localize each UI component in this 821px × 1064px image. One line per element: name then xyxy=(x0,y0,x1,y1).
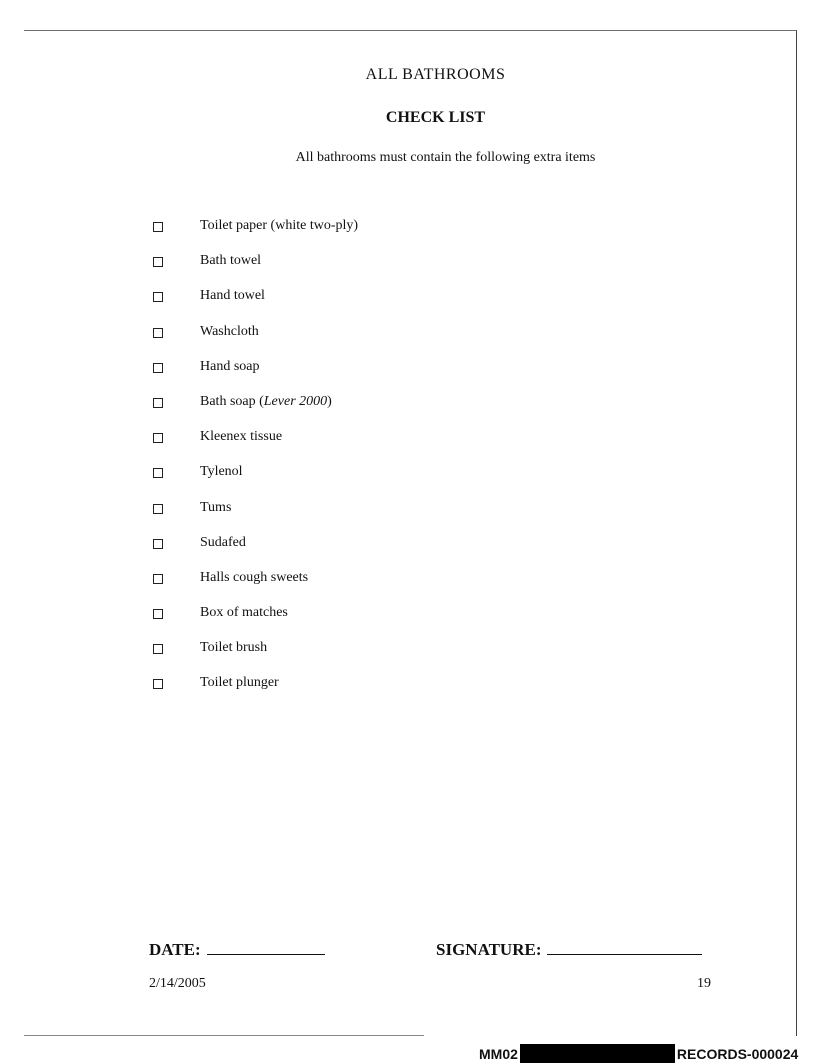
intro-text: All bathrooms must contain the following extra items xyxy=(295,150,596,165)
checkbox[interactable] xyxy=(153,292,163,302)
page-number: 19 xyxy=(697,976,711,991)
checklist-item xyxy=(153,674,358,709)
checklist-item xyxy=(153,569,358,604)
label-text: Bath soap ( xyxy=(200,393,264,409)
signature-field xyxy=(436,940,702,960)
checklist-item xyxy=(153,534,358,569)
checkbox[interactable] xyxy=(153,644,163,654)
checkbox[interactable] xyxy=(153,257,163,267)
checkbox[interactable] xyxy=(153,468,163,478)
redaction-bar xyxy=(520,1044,675,1063)
checklist-item xyxy=(153,428,358,463)
checklist-item xyxy=(153,463,358,498)
checkbox[interactable] xyxy=(153,328,163,338)
document-title: ALL BATHROOMS xyxy=(365,66,506,83)
date-blank-line[interactable] xyxy=(207,940,325,955)
checklist-item-label: Toilet plunger xyxy=(200,675,279,691)
checklist-item xyxy=(153,499,358,534)
checkbox[interactable] xyxy=(153,433,163,443)
checkbox[interactable] xyxy=(153,539,163,549)
checklist-item xyxy=(153,252,358,287)
checklist-item xyxy=(153,358,358,393)
checklist-item xyxy=(153,323,358,358)
checklist-item xyxy=(153,604,358,639)
checklist xyxy=(153,217,358,710)
checklist-item-label: Toilet paper (white two-ply) xyxy=(200,218,359,233)
checklist-item xyxy=(153,393,358,428)
checklist-item xyxy=(153,217,358,252)
checklist-item-label: Hand towel xyxy=(200,288,265,304)
page-bottom-edge xyxy=(24,1035,424,1036)
checkbox[interactable] xyxy=(153,679,163,689)
checklist-item-label: Bath towel xyxy=(200,253,262,269)
checklist-item-label: Box of matches xyxy=(200,605,288,621)
checklist-item-label: Hand soap xyxy=(200,358,260,374)
checkbox[interactable] xyxy=(153,574,163,584)
checklist-item xyxy=(153,639,358,674)
checklist-item-label: Washcloth xyxy=(200,323,259,339)
checkbox[interactable] xyxy=(153,363,163,373)
checkbox[interactable] xyxy=(153,609,163,619)
document-subtitle: CHECK LIST xyxy=(385,109,486,126)
bates-prefix: MM02 xyxy=(479,1045,518,1062)
date-field xyxy=(149,940,325,960)
bates-suffix: RECORDS-000024 xyxy=(676,1045,799,1062)
signature-label: SIGNATURE: xyxy=(436,940,542,959)
page-border xyxy=(24,30,797,1036)
date-label: DATE: xyxy=(149,940,201,959)
checklist-item-label: Tums xyxy=(200,499,232,515)
checkbox[interactable] xyxy=(153,222,163,232)
checkbox[interactable] xyxy=(153,504,163,514)
label-text-end: ) xyxy=(327,393,332,409)
signature-blank-line[interactable] xyxy=(547,940,702,955)
document-date: 2/14/2005 xyxy=(149,976,206,991)
checkbox[interactable] xyxy=(153,398,163,408)
checklist-item xyxy=(153,287,358,322)
checklist-item-label: Kleenex tissue xyxy=(200,429,283,445)
brand-name: Lever 2000 xyxy=(263,393,328,409)
checklist-item-label: Tylenol xyxy=(200,464,243,480)
checklist-item-label: Halls cough sweets xyxy=(200,569,309,585)
checklist-item-label: Sudafed xyxy=(200,534,246,550)
checklist-item-label: Toilet brush xyxy=(200,640,268,656)
checklist-item-label xyxy=(200,393,332,411)
bates-stamp xyxy=(479,1044,798,1063)
